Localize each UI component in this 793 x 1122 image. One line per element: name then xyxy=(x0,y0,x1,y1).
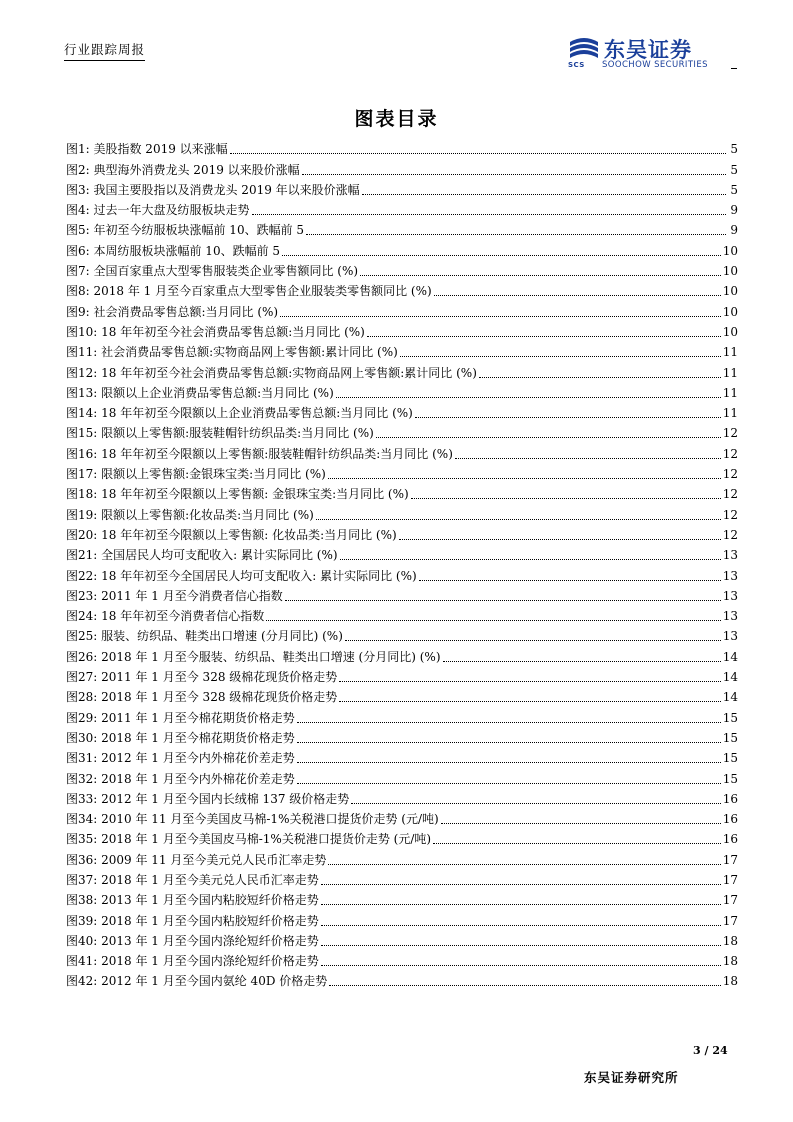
toc-entry-label[interactable]: 图34: 2010 年 11 月至今美国皮马棉-1%关税港口提货价走势 (元/吨) xyxy=(66,812,439,827)
toc-entry[interactable] xyxy=(66,137,738,157)
toc-entry-page[interactable]: 15 xyxy=(722,730,738,745)
toc-dot-leader xyxy=(360,275,721,276)
toc-entry-label[interactable]: 图8: 2018 年 1 月至今百家重点大型零售企业服装类零售额同比 (%) xyxy=(66,284,432,299)
toc-dot-leader xyxy=(266,620,721,621)
toc-entry-label[interactable]: 图39: 2018 年 1 月至今国内粘胶短纤价格走势 xyxy=(66,913,319,928)
toc-dot-leader xyxy=(230,153,726,154)
toc-entry[interactable] xyxy=(66,502,738,522)
toc-entry-page[interactable]: 5 xyxy=(730,182,738,197)
toc-entry-label[interactable]: 图10: 18 年年初至今社会消费品零售总额:当月同比 (%) xyxy=(66,324,365,339)
toc-entry-label[interactable]: 图42: 2012 年 1 月至今国内氨纶 40D 价格走势 xyxy=(66,974,328,989)
toc-dot-leader xyxy=(339,681,720,682)
toc-entry-page[interactable]: 15 xyxy=(722,751,738,766)
toc-entry-label[interactable]: 图1: 美股指数 2019 以来涨幅 xyxy=(66,142,228,157)
toc-entry-label[interactable]: 图37: 2018 年 1 月至今美元兑人民币汇率走势 xyxy=(66,872,319,887)
toc-dot-leader xyxy=(455,458,721,459)
toc-dot-leader xyxy=(367,336,721,337)
toc-entry[interactable] xyxy=(66,624,738,644)
toc-dot-leader xyxy=(297,742,721,743)
toc-entry-page[interactable]: 18 xyxy=(722,974,738,989)
toc-entry[interactable] xyxy=(66,421,738,441)
toc-dot-leader xyxy=(285,600,721,601)
toc-entry-page[interactable]: 12 xyxy=(722,527,738,542)
toc-entry-label[interactable]: 图40: 2013 年 1 月至今国内涤纶短纤价格走势 xyxy=(66,933,319,948)
toc-entry[interactable] xyxy=(66,949,738,969)
toc-entry-page[interactable]: 13 xyxy=(722,588,738,603)
toc-entry[interactable] xyxy=(66,969,738,989)
toc-dot-leader xyxy=(411,498,721,499)
toc-entry[interactable] xyxy=(66,259,738,279)
toc-entry-page[interactable]: 15 xyxy=(722,710,738,725)
page-number: 3 / 24 xyxy=(693,1044,728,1057)
toc-entry-label[interactable]: 图30: 2018 年 1 月至今棉花期货价格走势 xyxy=(66,730,295,745)
toc-entry-page[interactable]: 5 xyxy=(730,162,738,177)
toc-dot-leader xyxy=(419,580,721,581)
toc-dot-leader xyxy=(434,295,721,296)
toc-entry-label[interactable]: 图16: 18 年年初至今限额以上零售额:服装鞋帽针纺织品类:当月同比 (%) xyxy=(66,446,453,461)
toc-entry[interactable] xyxy=(66,787,738,807)
toc-entry-page[interactable]: 9 xyxy=(730,223,738,238)
toc-dot-leader xyxy=(479,377,721,378)
toc-entry[interactable] xyxy=(66,665,738,685)
toc-dot-leader xyxy=(329,985,720,986)
toc-dot-leader xyxy=(328,478,721,479)
toc-entry-label[interactable]: 图28: 2018 年 1 月至今 328 级棉花现货价格走势 xyxy=(66,690,338,705)
toc-entry[interactable] xyxy=(66,401,738,421)
toc-entry-label[interactable]: 图2: 典型海外消费龙头 2019 以来股价涨幅 xyxy=(66,162,300,177)
toc-entry[interactable] xyxy=(66,604,738,624)
toc-entry[interactable] xyxy=(66,685,738,705)
toc-entry-label[interactable]: 图15: 限额以上零售额:服装鞋帽针纺织品类:当月同比 (%) xyxy=(66,426,374,441)
toc-entry-label[interactable]: 图13: 限额以上企业消费品零售总额:当月同比 (%) xyxy=(66,385,334,400)
toc-entry-page[interactable]: 11 xyxy=(722,385,738,400)
toc-entry-page[interactable]: 16 xyxy=(722,791,738,806)
toc-dot-leader xyxy=(282,255,721,256)
toc-dot-leader xyxy=(399,539,721,540)
toc-entry-label[interactable]: 图24: 18 年年初至今消费者信心指数 xyxy=(66,609,265,624)
toc-entry-label[interactable]: 图4: 过去一年大盘及纺服板块走势 xyxy=(66,203,250,218)
toc-entry[interactable] xyxy=(66,340,738,360)
toc-entry-label[interactable]: 图7: 全国百家重点大型零售服装类企业零售额同比 (%) xyxy=(66,264,359,279)
toc-entry-label[interactable]: 图25: 服装、纺织品、鞋类出口增速 (分月同比) (%) xyxy=(66,629,343,644)
toc-entry-page[interactable]: 15 xyxy=(722,771,738,786)
toc-entry-page[interactable]: 12 xyxy=(722,507,738,522)
toc-entry-page[interactable]: 12 xyxy=(722,446,738,461)
toc-entry[interactable] xyxy=(66,868,738,888)
toc-entry[interactable] xyxy=(66,381,738,401)
toc-entry-page[interactable]: 18 xyxy=(722,954,738,969)
toc-dot-leader xyxy=(340,559,721,560)
toc-dot-leader xyxy=(302,174,726,175)
toc-entry[interactable] xyxy=(66,238,738,258)
toc-entry[interactable] xyxy=(66,807,738,827)
report-type-label: 行业跟踪周报 xyxy=(64,40,145,61)
toc-entry-page[interactable]: 10 xyxy=(722,304,738,319)
toc-dot-leader xyxy=(351,803,720,804)
footer-organization: 东吴证券研究所 xyxy=(584,1070,679,1085)
logo-english-name: SOOCHOW SECURITIES xyxy=(602,60,708,70)
logo-abbreviation: SCS xyxy=(568,61,585,69)
toc-entry[interactable] xyxy=(66,766,738,786)
toc-dot-leader xyxy=(316,519,721,520)
toc-entry-label[interactable]: 图38: 2013 年 1 月至今国内粘胶短纤价格走势 xyxy=(66,893,319,908)
toc-entry-page[interactable]: 18 xyxy=(722,933,738,948)
toc-entry-label[interactable]: 图11: 社会消费品零售总额:实物商品网上零售额:累计同比 (%) xyxy=(66,345,398,360)
toc-entry-page[interactable]: 11 xyxy=(722,345,738,360)
toc-entry-label[interactable]: 图27: 2011 年 1 月至今 328 级棉花现货价格走势 xyxy=(66,670,338,685)
toc-entry[interactable] xyxy=(66,198,738,218)
toc-dot-leader xyxy=(339,701,720,702)
toc-entry-page[interactable]: 12 xyxy=(722,467,738,482)
toc-entry-page[interactable]: 10 xyxy=(722,264,738,279)
toc-entry-page[interactable]: 13 xyxy=(722,548,738,563)
toc-dot-leader xyxy=(345,640,721,641)
toc-dot-leader xyxy=(297,783,721,784)
logo-emblem-icon xyxy=(568,36,600,62)
table-of-figures xyxy=(66,137,738,989)
toc-entry[interactable] xyxy=(66,746,738,766)
toc-entry-label[interactable]: 图22: 18 年年初至今全国居民人均可支配收入: 累计实际同比 (%) xyxy=(66,568,417,583)
toc-entry-page[interactable]: 14 xyxy=(722,690,738,705)
toc-entry[interactable] xyxy=(66,888,738,908)
toc-dot-leader xyxy=(297,722,721,723)
header-rule xyxy=(731,68,737,69)
toc-dot-leader xyxy=(441,823,721,824)
toc-dot-leader xyxy=(336,397,721,398)
toc-entry-label[interactable]: 图33: 2012 年 1 月至今国内长绒棉 137 级价格走势 xyxy=(66,791,350,806)
toc-entry-label[interactable]: 图29: 2011 年 1 月至今棉花期货价格走势 xyxy=(66,710,295,725)
toc-entry[interactable] xyxy=(66,827,738,847)
company-logo xyxy=(566,34,736,74)
toc-entry[interactable] xyxy=(66,726,738,746)
toc-entry[interactable] xyxy=(66,157,738,177)
toc-entry[interactable] xyxy=(66,543,738,563)
toc-entry-label[interactable]: 图35: 2018 年 1 月至今美国皮马棉-1%关税港口提货价走势 (元/吨) xyxy=(66,832,432,847)
toc-entry-page[interactable]: 16 xyxy=(722,832,738,847)
toc-entry[interactable] xyxy=(66,462,738,482)
toc-dot-leader xyxy=(415,417,721,418)
toc-entry-page[interactable]: 9 xyxy=(730,203,738,218)
toc-dot-leader xyxy=(321,925,721,926)
toc-entry[interactable] xyxy=(66,644,738,664)
toc-entry[interactable] xyxy=(66,584,738,604)
toc-entry-page[interactable]: 10 xyxy=(722,324,738,339)
toc-entry-label[interactable]: 图17: 限额以上零售额:金银珠宝类:当月同比 (%) xyxy=(66,467,326,482)
toc-dot-leader xyxy=(321,904,721,905)
toc-entry-page[interactable]: 13 xyxy=(722,609,738,624)
toc-dot-leader xyxy=(328,864,720,865)
toc-dot-leader xyxy=(433,843,721,844)
toc-entry-page[interactable]: 14 xyxy=(722,670,738,685)
toc-dot-leader xyxy=(321,884,721,885)
toc-entry-label[interactable]: 图21: 全国居民人均可支配收入: 累计实际同比 (%) xyxy=(66,548,338,563)
toc-entry-label[interactable]: 图32: 2018 年 1 月至今内外棉花价差走势 xyxy=(66,771,295,786)
toc-dot-leader xyxy=(252,214,727,215)
toc-entry[interactable] xyxy=(66,563,738,583)
toc-entry[interactable] xyxy=(66,320,738,340)
toc-entry-page[interactable]: 12 xyxy=(722,487,738,502)
toc-dot-leader xyxy=(280,316,721,317)
toc-entry[interactable] xyxy=(66,908,738,928)
toc-dot-leader xyxy=(297,762,721,763)
toc-dot-leader xyxy=(400,356,721,357)
toc-entry-page[interactable]: 11 xyxy=(722,365,738,380)
toc-entry[interactable] xyxy=(66,279,738,299)
logo-chinese-name: 东吴证券 xyxy=(604,38,692,62)
toc-entry-label[interactable]: 图36: 2009 年 11 月至今美元兑人民币汇率走势 xyxy=(66,852,327,867)
toc-entry-page[interactable]: 11 xyxy=(722,406,738,421)
toc-entry-label[interactable]: 图3: 我国主要股指以及消费龙头 2019 年以来股价涨幅 xyxy=(66,182,360,197)
toc-entry-label[interactable]: 图41: 2018 年 1 月至今国内涤纶短纤价格走势 xyxy=(66,954,319,969)
toc-entry-label[interactable]: 图23: 2011 年 1 月至今消费者信心指数 xyxy=(66,588,283,603)
toc-entry-page[interactable]: 17 xyxy=(722,872,738,887)
toc-entry[interactable] xyxy=(66,360,738,380)
toc-entry-page[interactable]: 5 xyxy=(730,142,738,157)
toc-dot-leader xyxy=(443,661,721,662)
toc-entry-page[interactable]: 13 xyxy=(722,629,738,644)
toc-dot-leader xyxy=(376,437,721,438)
toc-entry[interactable] xyxy=(66,299,738,319)
toc-entry-page[interactable]: 10 xyxy=(722,284,738,299)
toc-entry-page[interactable]: 17 xyxy=(722,893,738,908)
toc-entry-page[interactable]: 12 xyxy=(722,426,738,441)
toc-dot-leader xyxy=(362,194,726,195)
toc-entry-label[interactable]: 图20: 18 年年初至今限额以上零售额: 化妆品类:当月同比 (%) xyxy=(66,527,397,542)
toc-entry-page[interactable]: 14 xyxy=(722,649,738,664)
toc-entry-page[interactable]: 17 xyxy=(722,852,738,867)
toc-entry-label[interactable]: 图26: 2018 年 1 月至今服装、纺织品、鞋类出口增速 (分月同比) (%) xyxy=(66,649,441,664)
toc-entry-page[interactable]: 10 xyxy=(722,243,738,258)
toc-entry-label[interactable]: 图18: 18 年年初至今限额以上零售额: 金银珠宝类:当月同比 (%) xyxy=(66,487,409,502)
toc-entry-label[interactable]: 图14: 18 年年初至今限额以上企业消费品零售总额:当月同比 (%) xyxy=(66,406,413,421)
toc-entry[interactable] xyxy=(66,929,738,949)
toc-entry-page[interactable]: 16 xyxy=(722,812,738,827)
toc-dot-leader xyxy=(321,945,721,946)
toc-entry-page[interactable]: 17 xyxy=(722,913,738,928)
page-title: 图表目录 xyxy=(354,108,439,130)
toc-entry[interactable] xyxy=(66,482,738,502)
toc-dot-leader xyxy=(321,965,721,966)
toc-entry-label[interactable]: 图12: 18 年年初至今社会消费品零售总额:实物商品网上零售额:累计同比 (%) xyxy=(66,365,477,380)
toc-entry-label[interactable]: 图6: 本周纺服板块涨幅前 10、跌幅前 5 xyxy=(66,243,281,258)
toc-entry-label[interactable]: 图19: 限额以上零售额:化妆品类:当月同比 (%) xyxy=(66,507,314,522)
toc-entry-label[interactable]: 图9: 社会消费品零售总额:当月同比 (%) xyxy=(66,304,279,319)
toc-entry[interactable] xyxy=(66,705,738,725)
toc-entry[interactable] xyxy=(66,178,738,198)
toc-entry[interactable] xyxy=(66,847,738,867)
toc-entry-label[interactable]: 图31: 2012 年 1 月至今内外棉花价差走势 xyxy=(66,751,295,766)
toc-entry[interactable] xyxy=(66,218,738,238)
toc-entry[interactable] xyxy=(66,441,738,461)
toc-entry[interactable] xyxy=(66,523,738,543)
toc-entry-page[interactable]: 13 xyxy=(722,568,738,583)
toc-dot-leader xyxy=(306,234,726,235)
toc-entry-label[interactable]: 图5: 年初至今纺服板块涨幅前 10、跌幅前 5 xyxy=(66,223,305,238)
